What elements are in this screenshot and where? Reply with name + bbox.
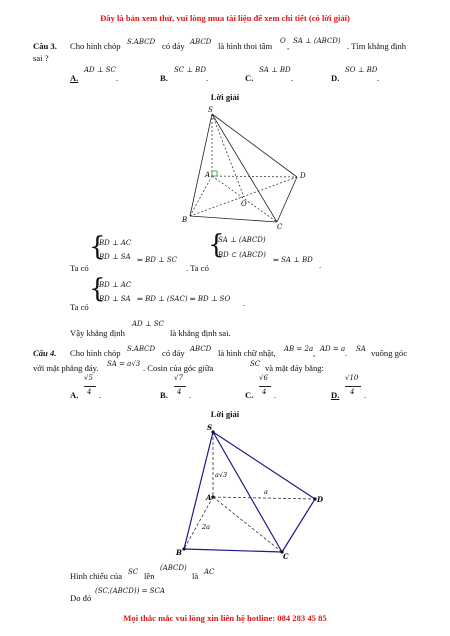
q4-do-do: Do đó — [70, 593, 92, 603]
diag-ac — [213, 497, 282, 552]
q4-text-7: và mặt đáy bằng: — [265, 363, 324, 373]
q4-text-5: với mặt phẳng đáy. — [33, 363, 99, 373]
q4-option-a-num: √5 — [84, 374, 93, 382]
q3-option-a: AD ⊥ SC — [84, 66, 116, 74]
q3-option-c: SA ⊥ BD — [259, 66, 291, 74]
q4-base: ABCD — [190, 345, 212, 353]
q3-text-5: . Tìm khẳng định — [347, 41, 407, 51]
q4-angle-expr: (SC,(ABCD)) = SCA — [95, 587, 165, 595]
q4-text-4: vuông góc — [371, 348, 408, 358]
q4-projection-2: lên — [144, 571, 155, 581]
q4-option-c-den: 4 — [262, 388, 267, 396]
q3-conclusion-2: là khẳng định sai. — [170, 328, 231, 338]
q3-result-2: ⇒ SA ⊥ BD — [273, 256, 313, 264]
q3-text-4: , — [287, 41, 290, 51]
label-ab-length: 2a — [202, 523, 211, 531]
q3-dot-1: . Ta có — [186, 263, 209, 273]
edge-sb — [184, 432, 213, 549]
q4-sc: SC — [250, 360, 261, 368]
q3-system-3-line-2: BD ⊥ SA — [99, 295, 131, 303]
q3-solution-title: Lời giải — [210, 92, 240, 102]
q3-conclusion-1: Vậy khẳng định — [70, 328, 125, 338]
q4-dot: . — [345, 348, 348, 358]
q4-option-a-den: 4 — [87, 388, 92, 396]
q3-system-2-line-2: BD ⊂ (ABCD) — [218, 251, 266, 259]
q4-option-b-letter: B. — [160, 390, 168, 400]
q3-pyramid: S.ABCD — [127, 38, 156, 46]
edge-sc — [213, 432, 282, 552]
q4-option-c-num: √6 — [259, 374, 268, 382]
q3-system-1-line-2: BD ⊥ SA — [99, 253, 131, 261]
q3-system-1-line-1: BD ⊥ AC — [99, 239, 132, 247]
q3-base: ABCD — [190, 38, 212, 46]
q4-sa: SA — [356, 345, 366, 353]
q4-sa-value: SA = a√3 — [107, 360, 141, 368]
header-banner: Đây là bản xem thử, vui lòng mua tài liệu để xem chi tiết (có lời giải) — [100, 13, 350, 23]
q3-option-b: SC ⊥ BD — [174, 66, 206, 74]
q4-projection-ac: AC — [204, 568, 215, 576]
q3-option-b-letter: B. — [160, 73, 168, 83]
label-d: D — [317, 495, 324, 504]
q3-result-3: ⇒ BD ⊥ (SAC) ⇒ BD ⊥ SO — [137, 295, 231, 303]
q3-dot-2: . — [319, 260, 322, 270]
q4-option-d-letter: D. — [331, 390, 340, 400]
q3-condition: SA ⊥ (ABCD) — [293, 37, 341, 45]
q4-projection-sc: SC — [128, 568, 139, 576]
label-sa-length: a√3 — [215, 471, 228, 479]
q3-center: O — [280, 37, 286, 45]
label-c: C — [277, 223, 283, 231]
q4-projection-plane: (ABCD) — [160, 564, 187, 572]
q3-system-3-line-1: BD ⊥ AC — [99, 281, 132, 289]
q4-option-a-letter: A. — [70, 390, 79, 400]
q4-solution-title: Lời giải — [210, 409, 240, 419]
q3-dot-3: . — [243, 298, 246, 308]
q4-ad: AD = a — [320, 345, 346, 353]
q3-text-1: Cho hình chóp — [70, 41, 121, 51]
q4-projection-3: là — [192, 571, 199, 581]
q3-option-c-letter: C. — [245, 73, 254, 83]
label-c: C — [283, 552, 289, 561]
q3-text-2: có đáy — [162, 41, 185, 51]
label-d: D — [300, 172, 306, 180]
q4-option-c-letter: C. — [245, 390, 254, 400]
q4-comma-1: , — [313, 348, 316, 358]
q3-taco-1: Ta có — [70, 263, 89, 273]
q4-text-2: có đáy — [162, 348, 185, 358]
q3-taco-2: Ta có — [70, 302, 89, 312]
q4-option-b-num: √7 — [174, 374, 183, 382]
edge-ad — [213, 497, 315, 499]
q4-pyramid: S.ABCD — [127, 345, 156, 353]
label-a: A — [205, 171, 211, 179]
q3-conclusion-expr: AD ⊥ SC — [132, 320, 164, 328]
label-b: B — [182, 216, 188, 224]
label-s: S — [208, 106, 213, 114]
q3-label: Câu 3. — [33, 41, 57, 51]
q4-option-d-num: √10 — [345, 374, 359, 382]
edge-cd — [282, 499, 315, 552]
q4-ab: AB = 2a — [284, 345, 314, 353]
q3-result-1: ⇒ BD ⊥ SC — [137, 256, 178, 264]
q4-option-b-den: 4 — [177, 388, 182, 396]
q4-text-3: là hình chữ nhật, — [218, 348, 276, 358]
label-ad-length: a — [264, 488, 268, 496]
edge-bc — [184, 549, 282, 552]
q3-system-2-line-1: SA ⊥ (ABCD) — [218, 236, 266, 244]
q4-text-1: Cho hình chóp — [70, 348, 121, 358]
label-a: A — [206, 493, 212, 502]
q3-option-d: SO ⊥ BD — [345, 66, 378, 74]
q3-text-3: là hình thoi tâm — [218, 41, 273, 51]
label-b: B — [176, 548, 182, 557]
q4-label: Câu 4. — [33, 348, 57, 358]
label-o: O — [241, 200, 247, 208]
q4-projection-1: Hình chiếu của — [70, 571, 123, 581]
q3-text-6: sai ? — [33, 53, 49, 63]
q3-option-d-letter: D. — [331, 73, 340, 83]
footer-banner: Mọi thắc mắc vui lòng xin liên hệ hotline: 084 283 45 85 — [123, 613, 327, 623]
q4-option-d-den: 4 — [350, 388, 355, 396]
label-s: S — [207, 423, 213, 432]
q4-text-6: . Cosin của góc giữa — [143, 363, 214, 373]
q3-option-a-letter: A. — [70, 73, 79, 83]
